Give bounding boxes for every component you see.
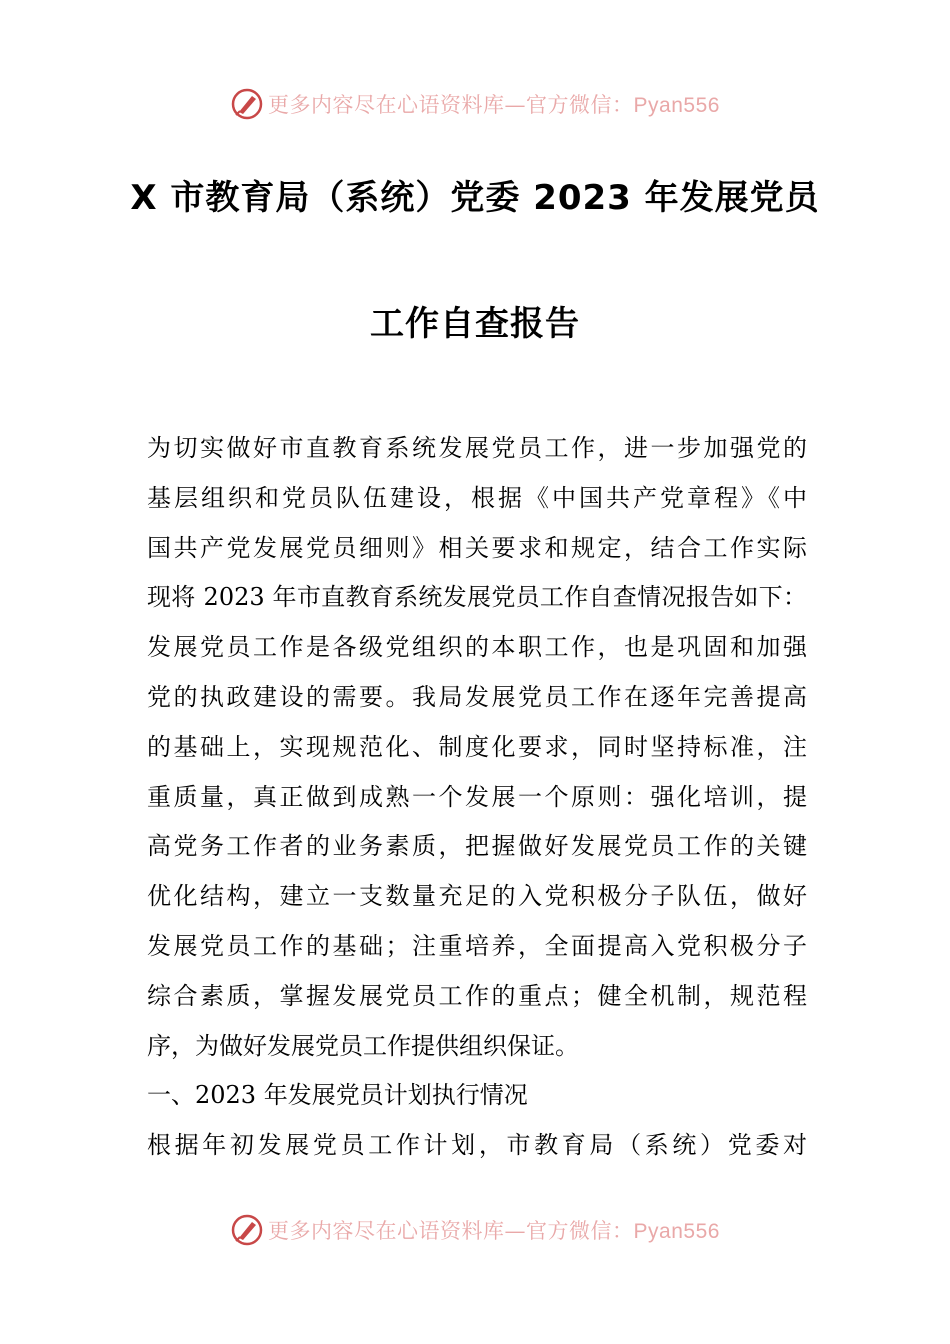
watermark-header	[0, 84, 950, 124]
body-line: 根据年初发展党员工作计划，市教育局（系统）党委对	[147, 1131, 807, 1160]
watermark-text: 更多内容尽在心语资料库—官方微信：Pyan556	[268, 1219, 720, 1243]
body-line: 优化结构，建立一支数量充足的入党积极分子队伍，做好	[147, 882, 807, 911]
body-line: 党的执政建设的需要。我局发展党员工作在逐年完善提高	[147, 682, 807, 711]
document-title-line-1: X 市教育局（系统）党委 2023 年发展党员	[130, 178, 820, 218]
body-line: 发展党员工作是各级党组织的本职工作，也是巩固和加强	[147, 633, 807, 662]
body-line: 国共产党发展党员细则》相关要求和规定，结合工作实际	[147, 533, 807, 562]
pen-nib-circle-icon	[230, 87, 264, 121]
watermark-text: 更多内容尽在心语资料库—官方微信：Pyan556	[268, 93, 720, 117]
body-line: 基层组织和党员队伍建设，根据《中国共产党章程》《中	[147, 483, 807, 512]
watermark-footer	[0, 1210, 950, 1250]
body-line: 的基础上，实现规范化、制度化要求，同时坚持标准，注	[147, 732, 807, 761]
body-line: 综合素质，掌握发展党员工作的重点；健全机制，规范程	[147, 981, 807, 1010]
body-line: 发展党员工作的基础；注重培养，全面提高入党积极分子	[147, 931, 807, 960]
body-line: 为切实做好市直教育系统发展党员工作，进一步加强党的	[147, 434, 807, 462]
section-heading: 一、2023 年发展党员计划执行情况	[147, 1081, 528, 1110]
document-title-line-2: 工作自查报告	[370, 304, 580, 344]
document-body	[147, 424, 807, 1171]
body-line: 现将 2023 年市直教育系统发展党员工作自查情况报告如下：	[147, 583, 807, 612]
body-line: 序，为做好发展党员工作提供组织保证。	[147, 1031, 579, 1060]
pen-nib-circle-icon	[230, 1213, 264, 1247]
body-line: 高党务工作者的业务素质，把握做好发展党员工作的关键	[147, 832, 807, 861]
body-line: 重质量，真正做到成熟一个发展一个原则：强化培训，提	[147, 782, 807, 811]
